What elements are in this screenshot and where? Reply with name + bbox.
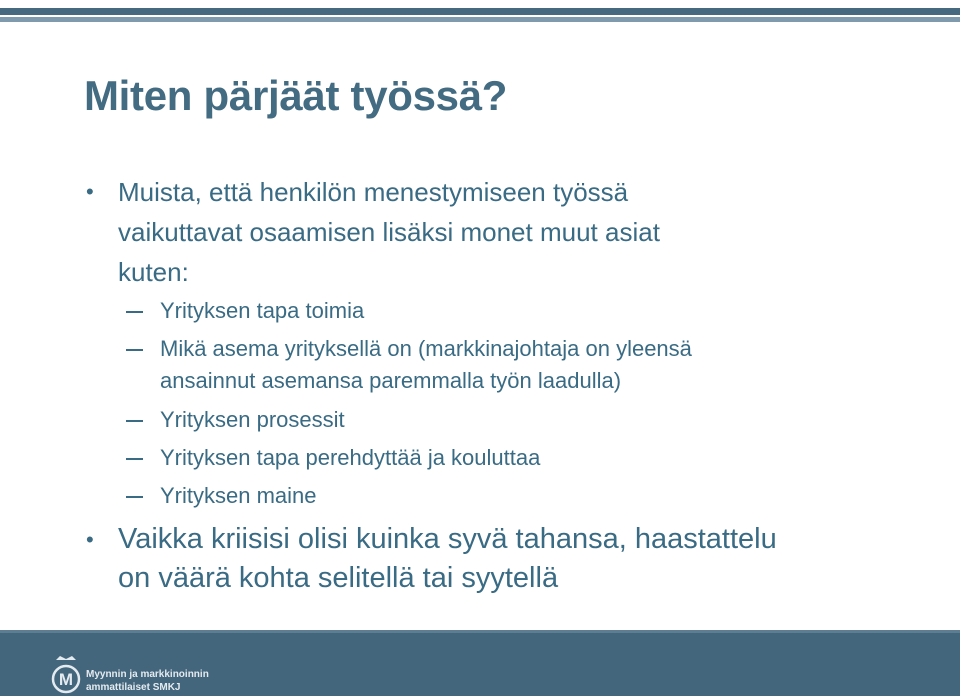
sub-item-line: Yrityksen tapa toimia	[160, 298, 365, 323]
sub-item-dash	[126, 458, 143, 460]
bullet-2-line: on väärä kohta selitellä tai syytellä	[118, 562, 559, 594]
bullet-1-text	[118, 172, 858, 292]
logo-text	[86, 668, 209, 694]
bullet-2-line: Vaikka kriisisi olisi kuinka syvä tahansa, haastattelu	[118, 523, 777, 555]
sub-item	[160, 441, 860, 474]
sub-item-dash	[126, 496, 143, 498]
sub-item-dash	[126, 311, 143, 313]
logo-letter: M	[58, 670, 74, 689]
sub-item	[160, 294, 860, 327]
top-bar-light	[0, 17, 960, 22]
sub-item	[160, 333, 860, 397]
sub-item-line: Mikä asema yrityksellä on (markkinajohtaja on yleensä	[160, 336, 692, 361]
sub-item-line: Yrityksen maine	[160, 483, 317, 508]
bullet-1-line: kuten:	[118, 257, 189, 287]
logo-text-line: ammattilaiset SMKJ	[86, 682, 181, 693]
sub-item-line: Yrityksen tapa perehdyttää ja kouluttaa	[160, 445, 541, 470]
sub-item-dash	[126, 349, 143, 351]
top-bar-dark	[0, 8, 960, 15]
logo-text-line: Myynnin ja markkinoinnin	[86, 669, 209, 680]
sub-item-line: Yrityksen prosessit	[160, 407, 345, 432]
bullet-1-line: vaikuttavat osaamisen lisäksi monet muut asiat	[118, 217, 660, 247]
bullet-2-text	[118, 520, 878, 598]
sub-item-dash	[126, 420, 143, 422]
bullet-2-marker: •	[86, 527, 94, 552]
bullet-1-marker: •	[86, 179, 94, 204]
slide-title: Miten pärjäät työssä?	[84, 72, 508, 119]
smkj-logo-icon	[50, 654, 82, 694]
footer-bar	[0, 630, 960, 696]
sub-item	[160, 479, 860, 512]
bullet-1-line: Muista, että henkilön menestymiseen työssä	[118, 177, 629, 207]
footer-stripe	[0, 630, 960, 633]
sub-item	[160, 403, 860, 436]
sub-item-line: ansainnut asemansa paremmalla työn laadulla)	[160, 368, 622, 393]
